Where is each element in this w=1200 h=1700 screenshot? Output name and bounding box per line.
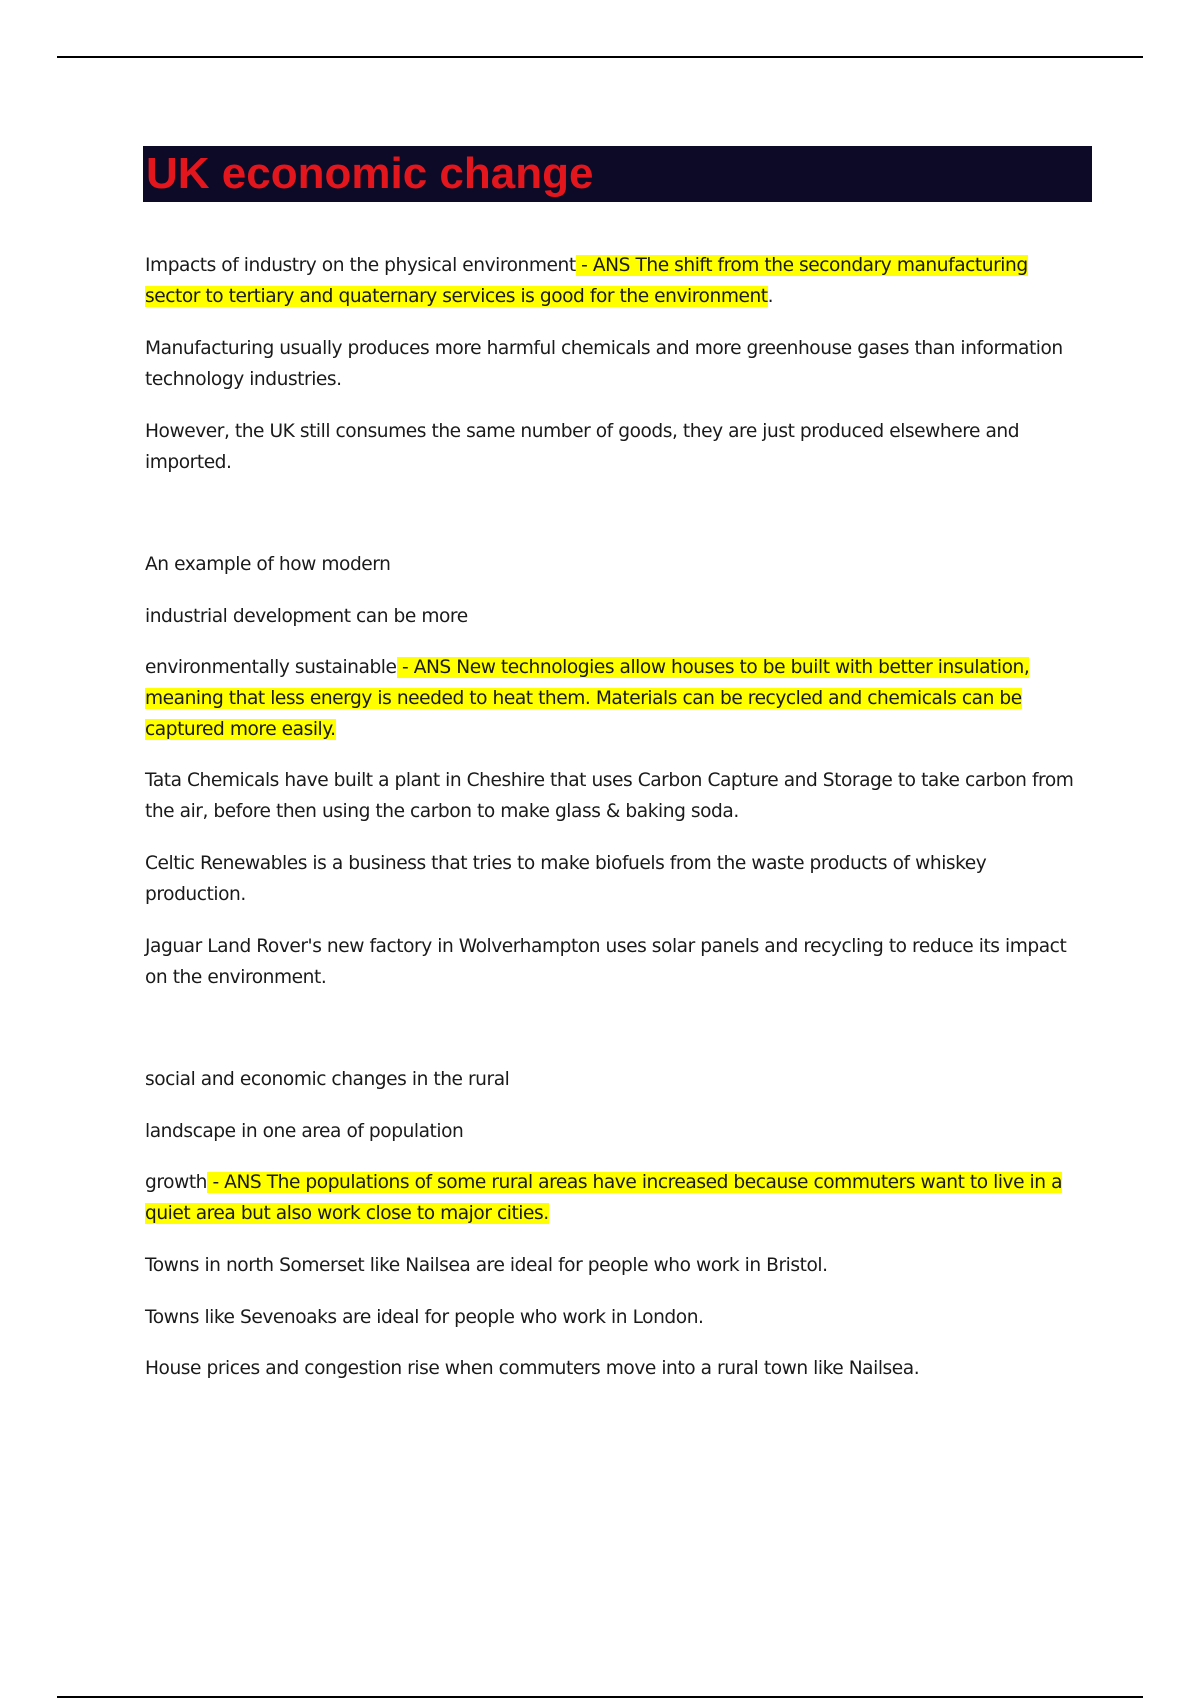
paragraph-example-line-1: An example of how modern [145, 554, 391, 575]
paragraph-tata-chemicals: Tata Chemicals have built a plant in Cheshire that uses Carbon Capture and Storage to take carbon from the air, before then using the carbon to make glass & baking soda. [145, 770, 1074, 822]
document-title: UK economic change [146, 149, 594, 198]
paragraph-example-line-2: industrial development can be more [145, 606, 468, 627]
answer-marker: - ANS [207, 1172, 267, 1193]
top-rule [57, 56, 1143, 58]
paragraph-somerset: Towns in north Somerset like Nailsea are ideal for people who work in Bristol. [145, 1255, 828, 1276]
paragraph-celtic-renewables: Celtic Renewables is a business that tries to make biofuels from the waste products of whiskey production. [145, 853, 987, 905]
qa-block-rural-growth [145, 1167, 1085, 1229]
paragraph-manufacturing: Manufacturing usually produces more harmful chemicals and more greenhouse gases than information technology industries. [145, 338, 1063, 390]
paragraph-sevenoaks: Towns like Sevenoaks are ideal for people who work in London. [145, 1307, 704, 1328]
answer-marker: - ANS [396, 657, 457, 678]
answer-text: New technologies allow houses to be built with better insulation, meaning that less energy is needed to heat them. Materials can be recycled and chemicals can be captured more easily. [145, 657, 1030, 740]
paragraph-jaguar-land-rover: Jaguar Land Rover's new factory in Wolverhampton uses solar panels and recycling to reduce its impact on the environment. [145, 936, 1067, 988]
question-text: Impacts of industry on the physical environment [145, 255, 576, 276]
qa-block-industry-impacts [145, 250, 1085, 312]
answer-marker: - ANS [575, 255, 636, 276]
question-text: growth [145, 1172, 207, 1193]
qa-block-sustainable-development [145, 652, 1085, 745]
paragraph-rural-line-1: social and economic changes in the rural [145, 1069, 510, 1090]
answer-text: The populations of some rural areas have increased because commuters want to live in a quiet area but also work close to major cities. [145, 1172, 1063, 1224]
question-text: environmentally sustainable [145, 657, 397, 678]
paragraph-house-prices: House prices and congestion rise when commuters move into a rural town like Nailsea. [145, 1358, 920, 1379]
answer-suffix: . [767, 286, 774, 307]
answer-text: The shift from the secondary manufacturing sector to tertiary and quaternary services is good for the environment [145, 255, 1028, 307]
title-banner [143, 146, 1092, 202]
paragraph-consumption: However, the UK still consumes the same number of goods, they are just produced elsewhere and imported. [145, 421, 1020, 473]
paragraph-rural-line-2: landscape in one area of population [145, 1121, 464, 1142]
bottom-rule [57, 1696, 1143, 1698]
